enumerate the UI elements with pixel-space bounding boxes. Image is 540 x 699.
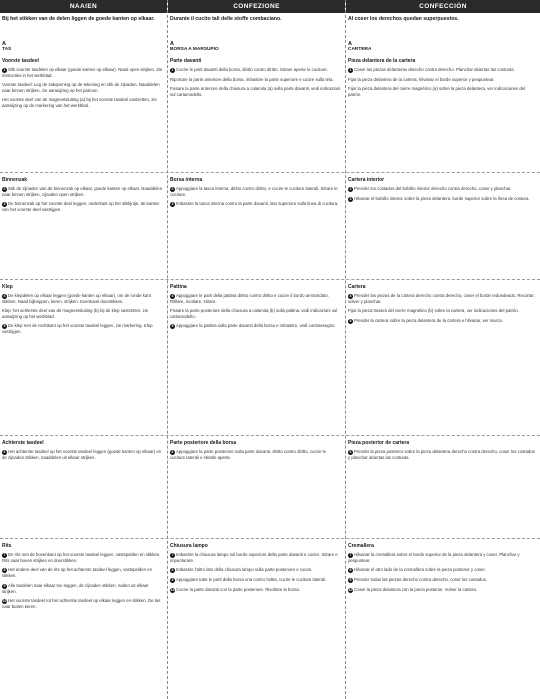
- step-text: 4 Appoggiare le parti della pattina diritto contro diritto e cucire il bordo arrotondato. Rifilare, rivoltare, stirare.: [170, 293, 329, 304]
- step-number-icon: 5: [3, 324, 6, 329]
- section-title: Binnenzak: [2, 177, 28, 183]
- step-number-icon: 8: [171, 568, 174, 573]
- section-block: [2, 440, 164, 464]
- section-title: Cremallera: [348, 543, 374, 549]
- section-block: [2, 177, 164, 217]
- step-number-icon: 7: [349, 553, 352, 557]
- section-block: [170, 177, 342, 211]
- item-title: TAS: [2, 47, 12, 52]
- column-header: CONFECCIÓN: [346, 0, 540, 13]
- step-text: 5 Prender la cartera sobre la pieza delantera de la cartera e hilvanar, ver marca.: [349, 317, 503, 323]
- section-divider: [0, 538, 540, 539]
- step-number-icon: 2: [349, 187, 352, 191]
- step-text: 6 Appoggiare la parte posteriore sulla parte davanti, diritto contro diritto, cucire le cuciture laterali e stirarle aperte.: [170, 449, 326, 460]
- step-number-icon: 8: [349, 568, 352, 573]
- section-title: Parte posteriore della borsa: [170, 440, 237, 446]
- step-text: Klep: het achterste deel van de magneetsluiting (b) bij de klep vastzetten, zie aanwijzing op het werkblad.: [2, 308, 149, 319]
- step-text: 4 Prender las piezas de la cartera derecho contra derecho, coser el borde redondeado. Recortar, volver y planchar.: [348, 293, 535, 304]
- section-block: [348, 177, 537, 206]
- column-dutch: [0, 0, 167, 699]
- step-text: 6 Prender la pieza posterior sobre la pieza delantera derecho contra derecho, coser los costados y planchar abiertas las costuras.: [348, 449, 535, 460]
- step-text: 4 De klepdelen op elkaar leggen (goede kanten op elkaar), om de ronde kant stikken. Naad bijknippen, keren, strijken. Eventueel doorstikken.: [2, 293, 151, 304]
- section-block: [348, 440, 537, 464]
- section-block: [348, 58, 537, 101]
- column-italian: [167, 0, 345, 699]
- section-title: Pieza posterior de cartera: [348, 440, 410, 446]
- section-block: [170, 543, 342, 597]
- section-title: Parte davanti: [170, 58, 202, 64]
- step-text: Fijar la pieza trasera del cierre magnético (b) sobre la cartera, ver indicaciones del patrón.: [348, 308, 520, 314]
- step-number-icon: 6: [3, 450, 6, 454]
- step-number-icon: 9: [349, 578, 352, 583]
- step-number-icon: 1: [349, 68, 352, 72]
- step-text: 10 Cucire la parte davanti con la parte posteriore. Rivoltare la borsa.: [170, 587, 300, 593]
- section-block: [2, 284, 164, 339]
- step-number-icon: 6: [349, 450, 352, 454]
- section-title: Achterste tasdeel: [2, 440, 44, 446]
- section-divider: [0, 172, 540, 173]
- step-text: 2 Stik de zijnaden van de binnenzak op elkaar, goede kanten op elkaar. Naaddelen naar binnen strijken, zijnaden open strijken.: [2, 186, 163, 197]
- section-block: [348, 284, 537, 328]
- step-text: Fissare la parte anteriore della chiusura a calamita (a) sulla parte davanti, vedi indicazioni sul cartamodello.: [170, 86, 341, 97]
- step-text: 2 Appoggiare la tasca interna, diritto contro diritto, e cucire le cuciture laterali. Stirare le cuciture.: [170, 186, 338, 197]
- section-title: Cartera interior: [348, 177, 385, 183]
- step-number-icon: 1: [3, 68, 6, 72]
- step-number-icon: 1: [171, 68, 174, 72]
- step-text: 10 Coser la pieza delantera con la pieza posterior. Volver la cartera.: [348, 587, 478, 593]
- section-letter: A: [2, 41, 6, 47]
- step-number-icon: 10: [2, 599, 7, 604]
- section-title: Borsa interna: [170, 177, 203, 183]
- section-title: Klep: [2, 284, 13, 290]
- step-number-icon: 2: [171, 187, 174, 191]
- step-text: Fissare la parte posteriore della chiusura a calamita (b) sulla pattina, vedi indicazioni sul cartamodello.: [170, 308, 338, 319]
- step-number-icon: 5: [171, 324, 174, 329]
- step-text: 8 Hilvanar el otro lado de la cremallera sobre la pieza posterior y coser.: [349, 567, 486, 573]
- step-number-icon: 4: [3, 294, 6, 298]
- step-number-icon: 8: [3, 568, 6, 573]
- step-number-icon: 7: [3, 553, 6, 557]
- step-text: Het voorste deel van de magneetsluiting (a) bij het voorste tasdeel vastzetten, zie aanwijzing op de markering van het werkblad.: [2, 97, 157, 108]
- section-divider: [0, 435, 540, 436]
- column-spanish: [345, 0, 540, 699]
- section-letter: A: [348, 41, 352, 47]
- step-text: 9 Alle tasdelen naar elkaar toe leggen, de zijnaden stikken, naden uit elkaar strijken.: [2, 582, 149, 594]
- item-title: CARTERA: [348, 47, 372, 52]
- step-number-icon: 9: [171, 578, 174, 583]
- section-title: Cartera: [348, 284, 366, 290]
- section-block: [2, 543, 164, 614]
- step-text: Voorste tasdeel: Leg de zakopening op de tekening en stik de zijnaden. Naaddelen naar binnen strijken, zie aanwijzing op het patroon.: [2, 82, 160, 93]
- step-number-icon: 10: [170, 588, 175, 593]
- step-number-icon: 6: [171, 450, 174, 454]
- column-intro: Al coser los derechos quedan superpuestos.: [348, 16, 459, 22]
- step-text: 1 Coser las piezas delanteras derecho contra derecho. Planchar abiertas las costuras.: [349, 67, 515, 72]
- step-text: 3 Hilvanar el bolsillo interior sobre la pieza delantera, borde superior sobre la línea de costura.: [349, 196, 530, 201]
- section-block: [170, 440, 342, 464]
- section-title: Voorste tasdeel: [2, 58, 39, 64]
- step-number-icon: 4: [171, 294, 174, 298]
- step-text: Riportare la parte anteriore della borsa, imbastire la parte superiore e cucire sulla tela.: [170, 77, 334, 82]
- step-number-icon: 10: [348, 588, 353, 593]
- step-text: 1 Stik voorste tasdelen op elkaar (goede kanten op elkaar). Naad open strijken. Zie instructies in het werkblad.: [2, 67, 163, 78]
- step-number-icon: 3: [349, 197, 352, 201]
- item-title: BORSA A MARSUPIO: [170, 47, 219, 52]
- column-header: CONFEZIONE: [168, 0, 345, 13]
- section-block: [170, 284, 342, 333]
- section-title: Pieza delantera de la cartera: [348, 58, 416, 64]
- step-text: 8 Het andere deel van de rits op het achterste tasdeel leggen, vastspelden en stikken.: [2, 567, 153, 579]
- column-intro: Durante il cucito tali delle stoffe combaciano.: [170, 16, 282, 22]
- step-text: 1 Cucire le parti davanti della borsa, diritto contro diritto. Stirare aperte le cuciture.: [171, 67, 328, 72]
- step-text: 3 Imbastire la tasca interna contro la parte davanti, lato superiore sulla linea di cucitura.: [171, 201, 339, 207]
- step-text: 7 Hilvanar la cremallera sobre el borde superior de la pieza delantera y coser. Planchar y pespuntear.: [348, 552, 520, 563]
- section-letter: A: [170, 41, 174, 47]
- step-text: 9 Appoggiare tutte le parti della borsa una contro l'altra, cucire le cuciture laterali.: [171, 577, 327, 583]
- step-text: 10 Het voorste tasdeel tot het achterste tasdeel op elkaar leggen en stikken. De tas naar buiten keren.: [2, 598, 161, 610]
- column-intro: Bij het stikken van de delen liggen de goede kanten op elkaar.: [2, 16, 155, 22]
- step-number-icon: 7: [171, 553, 174, 557]
- section-title: Pattina: [170, 284, 187, 290]
- step-number-icon: 3: [3, 202, 6, 207]
- step-text: 5 Appoggiare la pattina sulla parte davanti della borsa e imbastire, vedi contrassegno.: [171, 323, 336, 329]
- step-text: 7 De rits met de bovenkant op het voorste tasdeel leggen, vastspelden en stikken. Rits naar boven strijken en doorstikken.: [2, 552, 161, 563]
- step-text: 5 De klep met de rechtkant op het voorste tasdeel leggen, zie markering. Klep vastrijgen.: [2, 323, 153, 335]
- section-block: [170, 58, 342, 101]
- step-number-icon: 4: [349, 294, 352, 298]
- section-block: [348, 543, 537, 597]
- step-text: 8 Imbastire l'altro lato della chiusura lampo sulla parte posteriore e cucire.: [171, 567, 313, 573]
- step-number-icon: 2: [3, 187, 6, 191]
- step-text: 6 Het achterste tasdeel op het voorste tasdeel leggen (goede kanten op elkaar) en de zijnaden stikken, naaddelen uit elkaar strijken.: [2, 449, 162, 460]
- section-title: Rits: [2, 543, 12, 549]
- step-number-icon: 5: [349, 318, 352, 323]
- step-text: Fijar la pieza delantera del cierre magnético (a) sobre la pieza delantera, ver indicaciones del patrón.: [348, 86, 525, 97]
- section-title: Chiusura lampo: [170, 543, 208, 549]
- step-text: Fijar la pieza delantera de la cartera, hilvanar el borde superior y pespuntear.: [348, 77, 495, 82]
- column-header: NAAIEN: [0, 0, 167, 13]
- step-number-icon: 9: [3, 583, 6, 588]
- step-number-icon: 3: [171, 202, 174, 207]
- step-text: 9 Prender todas las piezas derecho contra derecho, coser los costados.: [349, 577, 488, 583]
- step-text: 7 Imbastire la chiusura lampo sul bordo superiore della parte davanti e cucire. Stirare e impunturare.: [170, 552, 338, 563]
- step-text: 3 De binnenzak op het voorste deel leggen, onderkant op het stiklijntje, de kanten van het voorste deel vastrijgen.: [2, 201, 160, 213]
- step-text: 2 Prender los costados del bolsillo interior derecho contra derecho, coser y planchar.: [349, 186, 512, 191]
- section-block: [2, 58, 164, 112]
- section-divider: [0, 279, 540, 280]
